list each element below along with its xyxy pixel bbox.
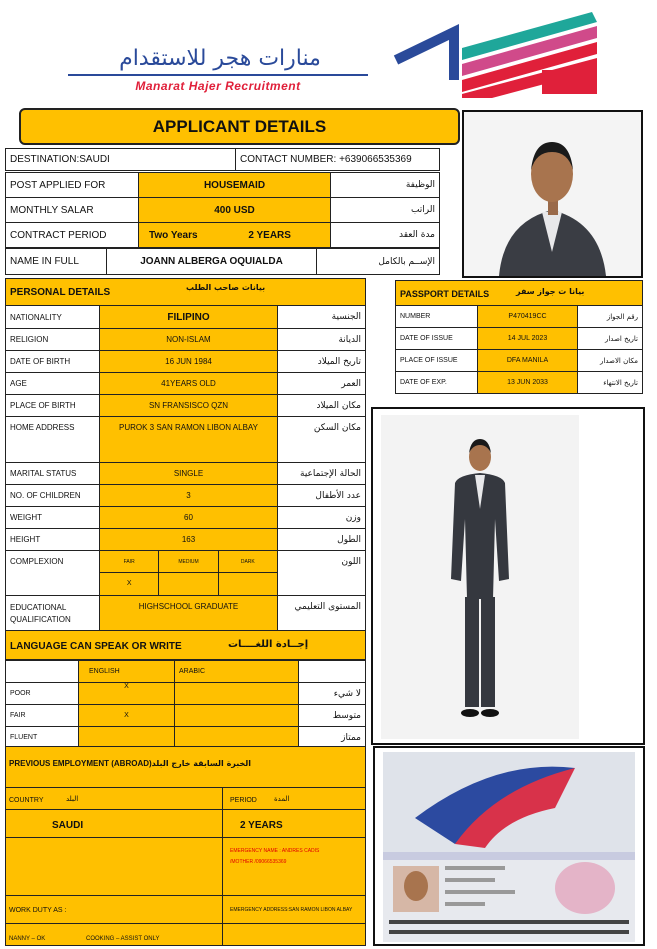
contract-ar: مدة العقد <box>331 223 440 248</box>
language-header-label: LANGUAGE CAN SPEAK OR WRITE <box>10 641 182 652</box>
country-ar: البلد <box>66 795 79 803</box>
contract-value <box>139 223 331 248</box>
children-value: 3 <box>100 485 278 507</box>
salary-value: 400 USD <box>139 198 331 223</box>
contract-value-years: 2 YEARS <box>248 229 291 241</box>
period-ar: المدة <box>274 795 290 803</box>
person-full-body-icon <box>373 409 643 743</box>
contract-value-words: Two Years <box>149 229 198 241</box>
language-corner <box>6 661 79 683</box>
age-ar: العمر <box>278 373 366 395</box>
weight-value: 60 <box>100 507 278 529</box>
marital-ar: الحالة الإجتماعية <box>278 463 366 485</box>
religion-ar: الديانة <box>278 329 366 351</box>
headshot-photo <box>462 110 643 278</box>
language-poor-ar: لا شيء <box>299 683 366 705</box>
complexion-fair-label: FAIR <box>100 551 159 572</box>
weight-label: WEIGHT <box>6 507 100 529</box>
language-fluent-ar: ممتاز <box>299 727 366 749</box>
address-ar: مكان السكن <box>278 417 366 463</box>
complexion-medium-label: MEDIUM <box>159 551 218 572</box>
logo-underline <box>68 74 368 76</box>
passport-exp-label: DATE OF EXP. <box>396 372 478 394</box>
company-logo <box>60 10 620 102</box>
passport-number-value: P470419CC <box>478 306 578 328</box>
passport-details-header <box>395 280 643 306</box>
passport-place-value: DFA MANILA <box>478 350 578 372</box>
emergency-name: EMERGENCY NAME : ANDRES CADIS <box>230 848 320 854</box>
address-value: PUROK 3 SAN RAMON LIBON ALBAY <box>100 417 278 463</box>
complexion-grid <box>100 551 278 596</box>
employment-header <box>9 759 251 768</box>
passport-exp-ar: تاريخ الانتهاء <box>578 372 643 394</box>
marital-value: SINGLE <box>100 463 278 485</box>
age-value: 41YEARS OLD <box>100 373 278 395</box>
contact-cell: CONTACT NUMBER: +639066535369 <box>236 149 440 171</box>
nationality-value: FILIPINO <box>100 306 278 329</box>
house-logo-icon <box>392 10 602 98</box>
logo-english-text: Manarat Hajer Recruitment <box>135 79 301 93</box>
employment-header-label: PREVIOUS EMPLOYMENT (ABROAD) <box>9 759 152 768</box>
post-value: HOUSEMAID <box>139 173 331 198</box>
language-poor-label: POOR <box>6 683 79 705</box>
personal-header-ar: بيانات صاحب الطلب <box>186 283 266 292</box>
religion-label: RELIGION <box>6 329 100 351</box>
passport-issue-label: DATE OF ISSUE <box>396 328 478 350</box>
job-table <box>5 172 440 248</box>
dob-label: DATE OF BIRTH <box>6 351 100 373</box>
complexion-label: COMPLEXION <box>6 551 100 596</box>
address-label: HOME ADDRESS <box>6 417 100 463</box>
period-label: PERIOD <box>230 797 257 804</box>
name-value: JOANN ALBERGA OQUIALDA <box>107 249 317 275</box>
page-title: APPLICANT DETAILS <box>19 108 460 145</box>
emergency-phone: /MOTHER /09066535369 <box>230 859 287 865</box>
passport-page-icon <box>375 748 643 944</box>
name-label: NAME IN FULL <box>6 249 107 275</box>
education-ar: المستوى التعليمي <box>278 596 366 632</box>
language-fair-english: X <box>79 705 175 727</box>
employment-header-ar: الخبرة السابقة خارج البلد <box>151 759 252 768</box>
personal-header-label: PERSONAL DETAILS <box>10 287 111 298</box>
education-label <box>6 596 100 632</box>
language-poor-english: X <box>79 683 175 705</box>
education-label-line1: EDUCATIONAL <box>10 603 67 612</box>
pob-value: SN FRANSISCO QZN <box>100 395 278 417</box>
emergency-address: EMERGENCY ADDRESS:SAN RAMON LIBON ALBAY <box>230 907 353 913</box>
person-headshot-icon <box>464 112 641 276</box>
pob-label: PLACE OF BIRTH <box>6 395 100 417</box>
language-fair-arabic <box>175 705 299 727</box>
employment-section <box>5 746 366 946</box>
passport-issue-value: 14 JUL 2023 <box>478 328 578 350</box>
name-table <box>5 248 440 275</box>
passport-header-label: PASSPORT DETAILS <box>400 289 490 299</box>
cooking-duty: COOKING – ASSIST ONLY <box>86 936 160 942</box>
dob-ar: تاريخ الميلاد <box>278 351 366 373</box>
language-fair-label: FAIR <box>6 705 79 727</box>
language-header-ar: إجــادة اللغــــات <box>228 639 309 650</box>
nationality-ar: الجنسية <box>278 306 366 329</box>
passport-number-ar: رقم الجواز <box>578 306 643 328</box>
complexion-fair-mark: X <box>100 573 159 595</box>
weight-ar: وزن <box>278 507 366 529</box>
personal-details-header <box>5 278 366 306</box>
personal-details-table <box>5 305 366 632</box>
complexion-dark-label: DARK <box>240 559 255 565</box>
education-value: HIGHSCHOOL GRADUATE <box>100 596 278 632</box>
language-table <box>5 660 366 749</box>
nanny-duty: NANNY – OK <box>9 936 46 942</box>
marital-label: MARITAL STATUS <box>6 463 100 485</box>
top-info-table <box>5 148 440 171</box>
full-body-photo <box>371 407 645 745</box>
destination-cell: DESTINATION:SAUDI <box>6 149 236 171</box>
nationality-label: NATIONALITY <box>6 306 100 329</box>
passport-header-ar: بيانا ت جواز سفر <box>516 287 585 296</box>
language-poor-arabic <box>175 683 299 705</box>
religion-value: NON-ISLAM <box>100 329 278 351</box>
children-label: NO. OF CHILDREN <box>6 485 100 507</box>
salary-ar: الراتب <box>331 198 440 223</box>
language-col-arabic: ARABIC <box>175 661 299 683</box>
passport-place-ar: مكان الاصدار <box>578 350 643 372</box>
age-label: AGE <box>6 373 100 395</box>
language-header <box>5 630 366 660</box>
passport-number-label: NUMBER <box>396 306 478 328</box>
period-value: 2 YEARS <box>240 820 283 831</box>
passport-scan-image <box>373 746 645 946</box>
post-ar: الوظيفة <box>331 173 440 198</box>
language-col-english: ENGLISH <box>79 661 175 683</box>
height-value: 163 <box>100 529 278 551</box>
language-fluent-label: FLUENT <box>6 727 79 749</box>
pob-ar: مكان الميلاد <box>278 395 366 417</box>
passport-table <box>395 305 643 394</box>
children-ar: عدد الأطفال <box>278 485 366 507</box>
dob-value: 16 JUN 1984 <box>100 351 278 373</box>
height-ar: الطول <box>278 529 366 551</box>
passport-issue-ar: تاريخ اصدار <box>578 328 643 350</box>
country-value: SAUDI <box>52 820 84 831</box>
post-label: POST APPLIED FOR <box>6 173 139 198</box>
work-duty-label: WORK DUTY AS : <box>9 907 67 914</box>
language-fair-ar: متوسط <box>299 705 366 727</box>
complexion-ar: اللون <box>278 551 366 596</box>
passport-exp-value: 13 JUN 2033 <box>478 372 578 394</box>
height-label: HEIGHT <box>6 529 100 551</box>
passport-place-label: PLACE OF ISSUE <box>396 350 478 372</box>
logo-arabic-text: منارات هجر للاستقدام <box>119 46 321 71</box>
name-ar: الإســم بالكامل <box>317 249 440 275</box>
education-label-line2: QUALIFICATION <box>10 615 71 624</box>
country-label: COUNTRY <box>9 797 44 804</box>
contract-label: CONTRACT PERIOD <box>6 223 139 248</box>
salary-label: MONTHLY SALAR <box>6 198 139 223</box>
